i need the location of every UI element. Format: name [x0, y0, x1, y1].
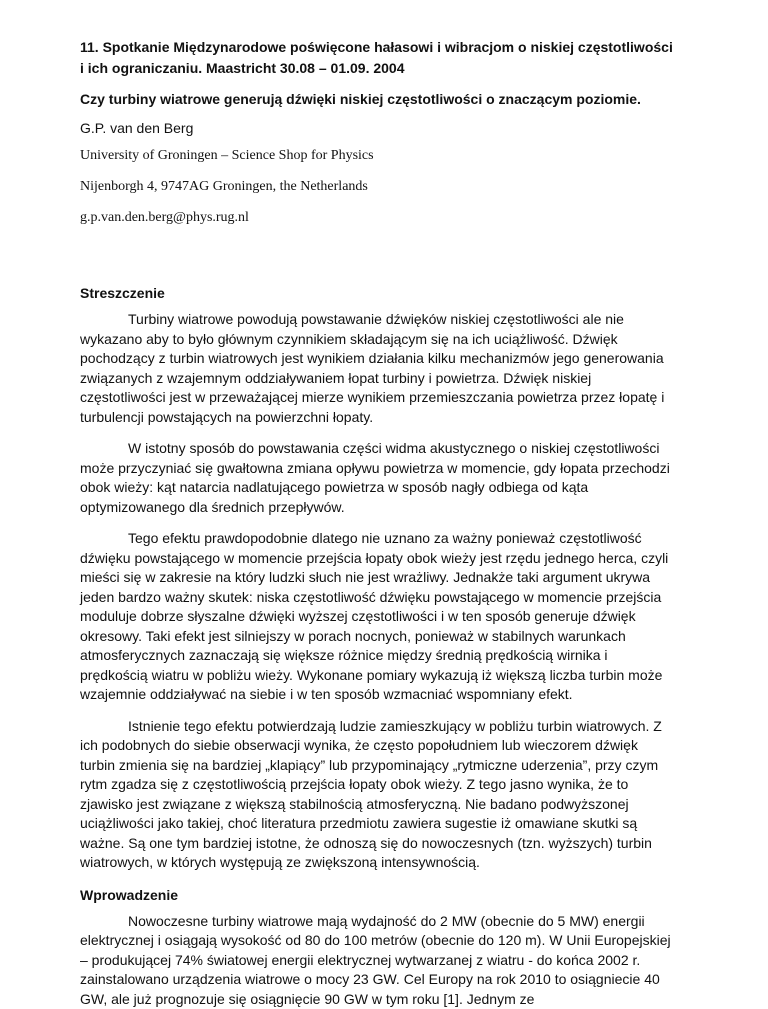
spacer: [80, 239, 676, 283]
abstract-paragraph: W istotny sposób do powstawania części widma akustycznego o niskiej częstotliwości może przyczyniać się gwałtowna zmiana opływu powietrza w momencie, gdy łopata przechodzi obok wieży: kąt natarcia nadlatującego powietrza w sposób nagły odbiega od kąta optymizowanego dla średnich przepływów.: [80, 439, 676, 517]
author-name: G.P. van den Berg: [80, 118, 676, 138]
abstract-paragraph: Turbiny wiatrowe powodują powstawanie dźwięków niskiej częstotliwości ale nie wykazano aby to było głównym czynnikiem składającym się na ich uciążliwość. Dźwięk pochodzący z turbin wiatrowych jest wynikiem działania kilku mechanizmów jego generowania związanych z wzajemnym oddziaływaniem łopat turbiny i powietrza. Dźwięk niskiej częstotliwości jest w przeważającej mierze wynikiem przemieszczania powietrza przez łopatę i turbulencji powstających na powierzchni łopaty.: [80, 310, 676, 427]
conference-title: 11. Spotkanie Międzynarodowe poświęcone hałasowi i wibracjom o niskiej częstotliwości i ich ograniczaniu. Maastricht 30.08 – 01.09. 2004: [80, 37, 676, 79]
address: Nijenborgh 4, 9747AG Groningen, the Netherlands: [80, 177, 676, 197]
abstract-paragraph: Tego efektu prawdopodobnie dlatego nie uznano za ważny ponieważ częstotliwość dźwięku powstającego w momencie przejścia łopaty obok wieży jest rzędu jednego herca, czyli mieści się w zakresie na który ludzki słuch nie jest wrażliwy. Jednakże taki argument ukrywa jeden bardzo ważny skutek: niska częstotliwość dźwięku powstającego w momencie przejścia moduluje dobrze słyszalne dźwięki wyższej częstotliwości i w ten sposób generuje dźwięk okresowy. Taki efekt jest silniejszy w porach nocnych, ponieważ w stabilnych warunkach atmosferycznych zaznaczają się większe różnice między średnią prędkością wirnika i prędkością wiatru w pobliżu wieży. Wykonane pomiary wykazują iż większą liczba turbin może wzajemnie oddziaływać na siebie i w ten sposób wzmacniać wspomniany efekt.: [80, 529, 676, 705]
abstract-heading: Streszczenie: [80, 283, 676, 303]
introduction-heading: Wprowadzenie: [80, 885, 676, 905]
affiliation: University of Groningen – Science Shop for Physics: [80, 146, 676, 166]
email: g.p.van.den.berg@phys.rug.nl: [80, 208, 676, 228]
introduction-paragraph: Nowoczesne turbiny wiatrowe mają wydajność do 2 MW (obecnie do 5 MW) energii elektrycznej i osiągają wysokość od 80 do 100 metrów (obecnie do 120 m). W Unii Europejskiej – produkującej 74% światowej energii elektrycznej wytwarzanej z wiatru - do końca 2002 r. zainstalowano urządzenia wiatrowe o mocy 23 GW. Cel Europy na rok 2010 to osiągniecie 40 GW, ale już prognozuje się osiągnięcie 90 GW w tym roku [1]. Jednym ze: [80, 912, 676, 1009]
abstract-paragraph: Istnienie tego efektu potwierdzają ludzie zamieszkujący w pobliżu turbin wiatrowych. Z ich podobnych do siebie obserwacji wynika, że często popołudniem lub wieczorem dźwięk turbin zmienia się na bardziej „klapiący” lub przypominający „rytmiczne uderzenia”, przy czym rytm zgadza się z częstotliwością przejścia łopaty obok wieży. Z tego jasno wynika, że to zjawisko jest związane z większą stabilnością atmosferyczną. Nie badano podwyższonej uciążliwości jako takiej, choć literatura przedmiotu zawiera sugestie iż omawiane skutki są ważne. Są one tym bardziej istotne, że odnoszą się do nowoczesnych (tzn. wyższych) turbin wiatrowych, w których występują ze zwiększoną intensywnością.: [80, 717, 676, 873]
paper-title: Czy turbiny wiatrowe generują dźwięki niskiej częstotliwości o znaczącym poziomie.: [80, 89, 676, 109]
